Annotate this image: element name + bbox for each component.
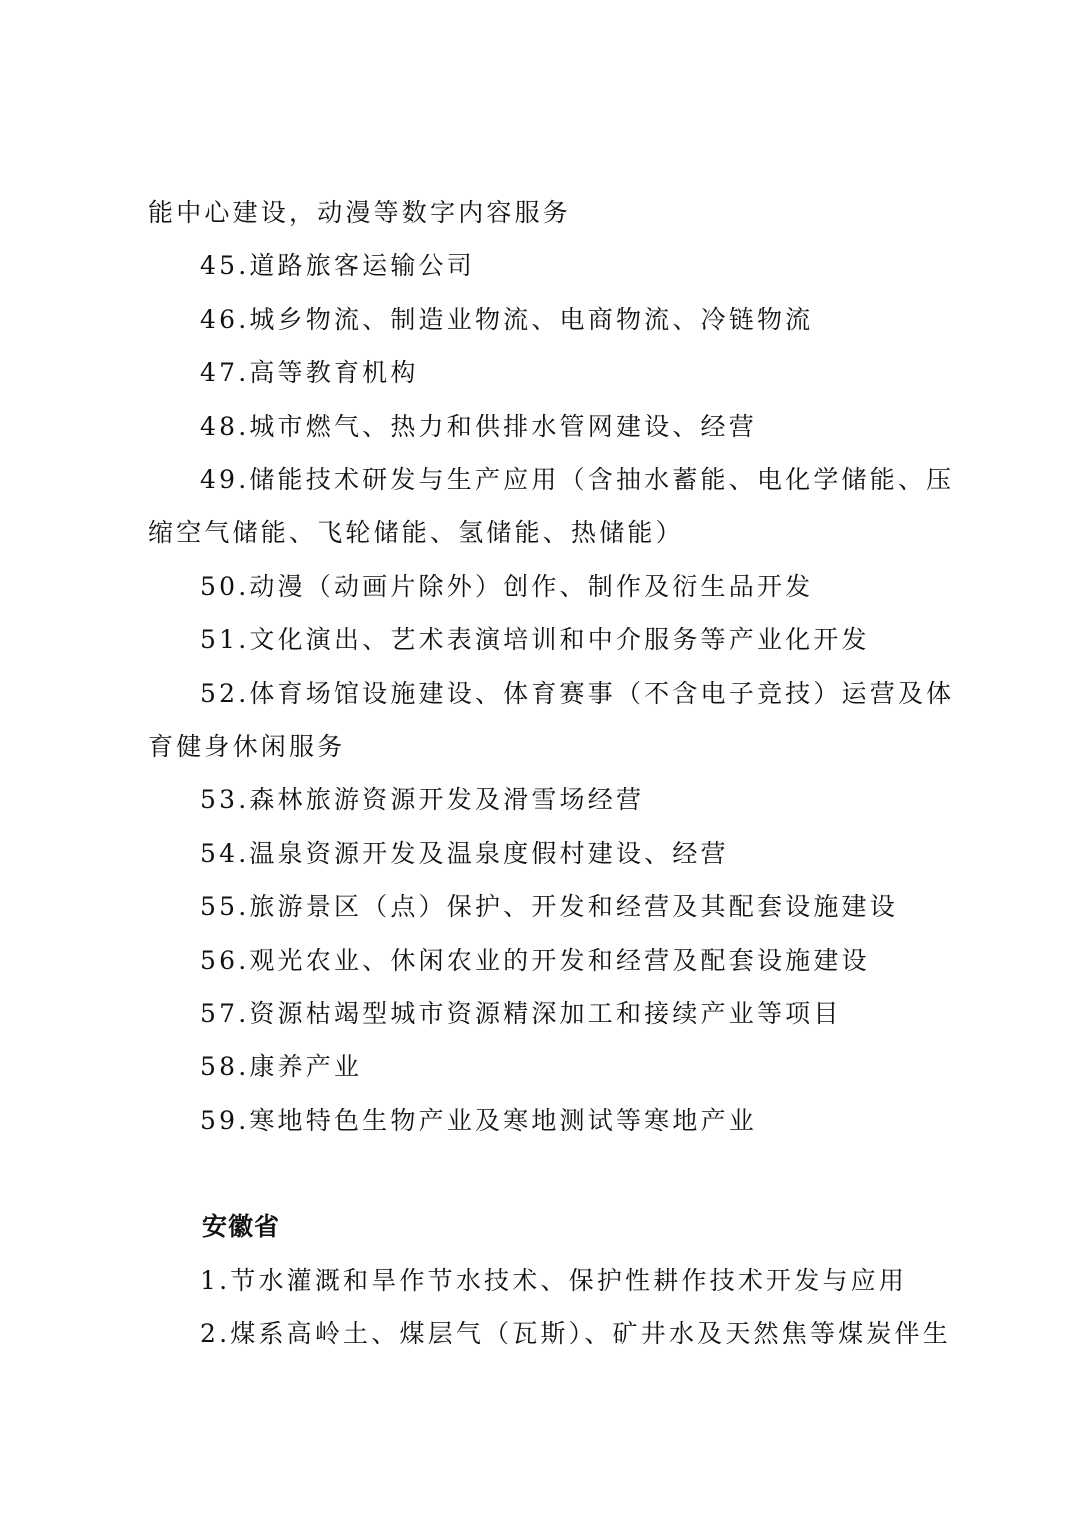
section-heading: 安徽省 [202,1212,281,1241]
list-item: 46.城乡物流、制造业物流、电商物流、冷链物流 [200,305,814,334]
text-line: 缩空气储能、飞轮储能、氢储能、热储能） [148,518,684,547]
list-item: 58.康养产业 [200,1052,363,1081]
list-item: 47.高等教育机构 [200,358,419,387]
list-item: 2.煤系高岭土、煤层气（瓦斯）、矿井水及天然焦等煤炭伴生 [200,1319,951,1348]
list-item: 56.观光农业、休闲农业的开发和经营及配套设施建设 [200,946,870,975]
list-item: 51.文化演出、艺术表演培训和中介服务等产业化开发 [200,625,870,654]
text-line: 育健身休闲服务 [148,732,346,761]
list-item: 48.城市燃气、热力和供排水管网建设、经营 [200,412,757,441]
list-item: 45.道路旅客运输公司 [200,251,475,280]
list-item: 49.储能技术研发与生产应用（含抽水蓄能、电化学储能、压 [200,465,955,494]
list-item: 1.节水灌溉和旱作节水技术、保护性耕作技术开发与应用 [200,1266,908,1295]
text-line: 能中心建设，动漫等数字内容服务 [148,198,572,227]
list-item: 53.森林旅游资源开发及滑雪场经营 [200,785,645,814]
list-item: 57.资源枯竭型城市资源精深加工和接续产业等项目 [200,999,842,1028]
list-item: 52.体育场馆设施建设、体育赛事（不含电子竞技）运营及体 [200,679,955,708]
list-item: 54.温泉资源开发及温泉度假村建设、经营 [200,839,729,868]
list-item: 59.寒地特色生物产业及寒地测试等寒地产业 [200,1106,757,1135]
list-item: 50.动漫（动画片除外）创作、制作及衍生品开发 [200,572,814,601]
list-item: 55.旅游景区（点）保护、开发和经营及其配套设施建设 [200,892,898,921]
